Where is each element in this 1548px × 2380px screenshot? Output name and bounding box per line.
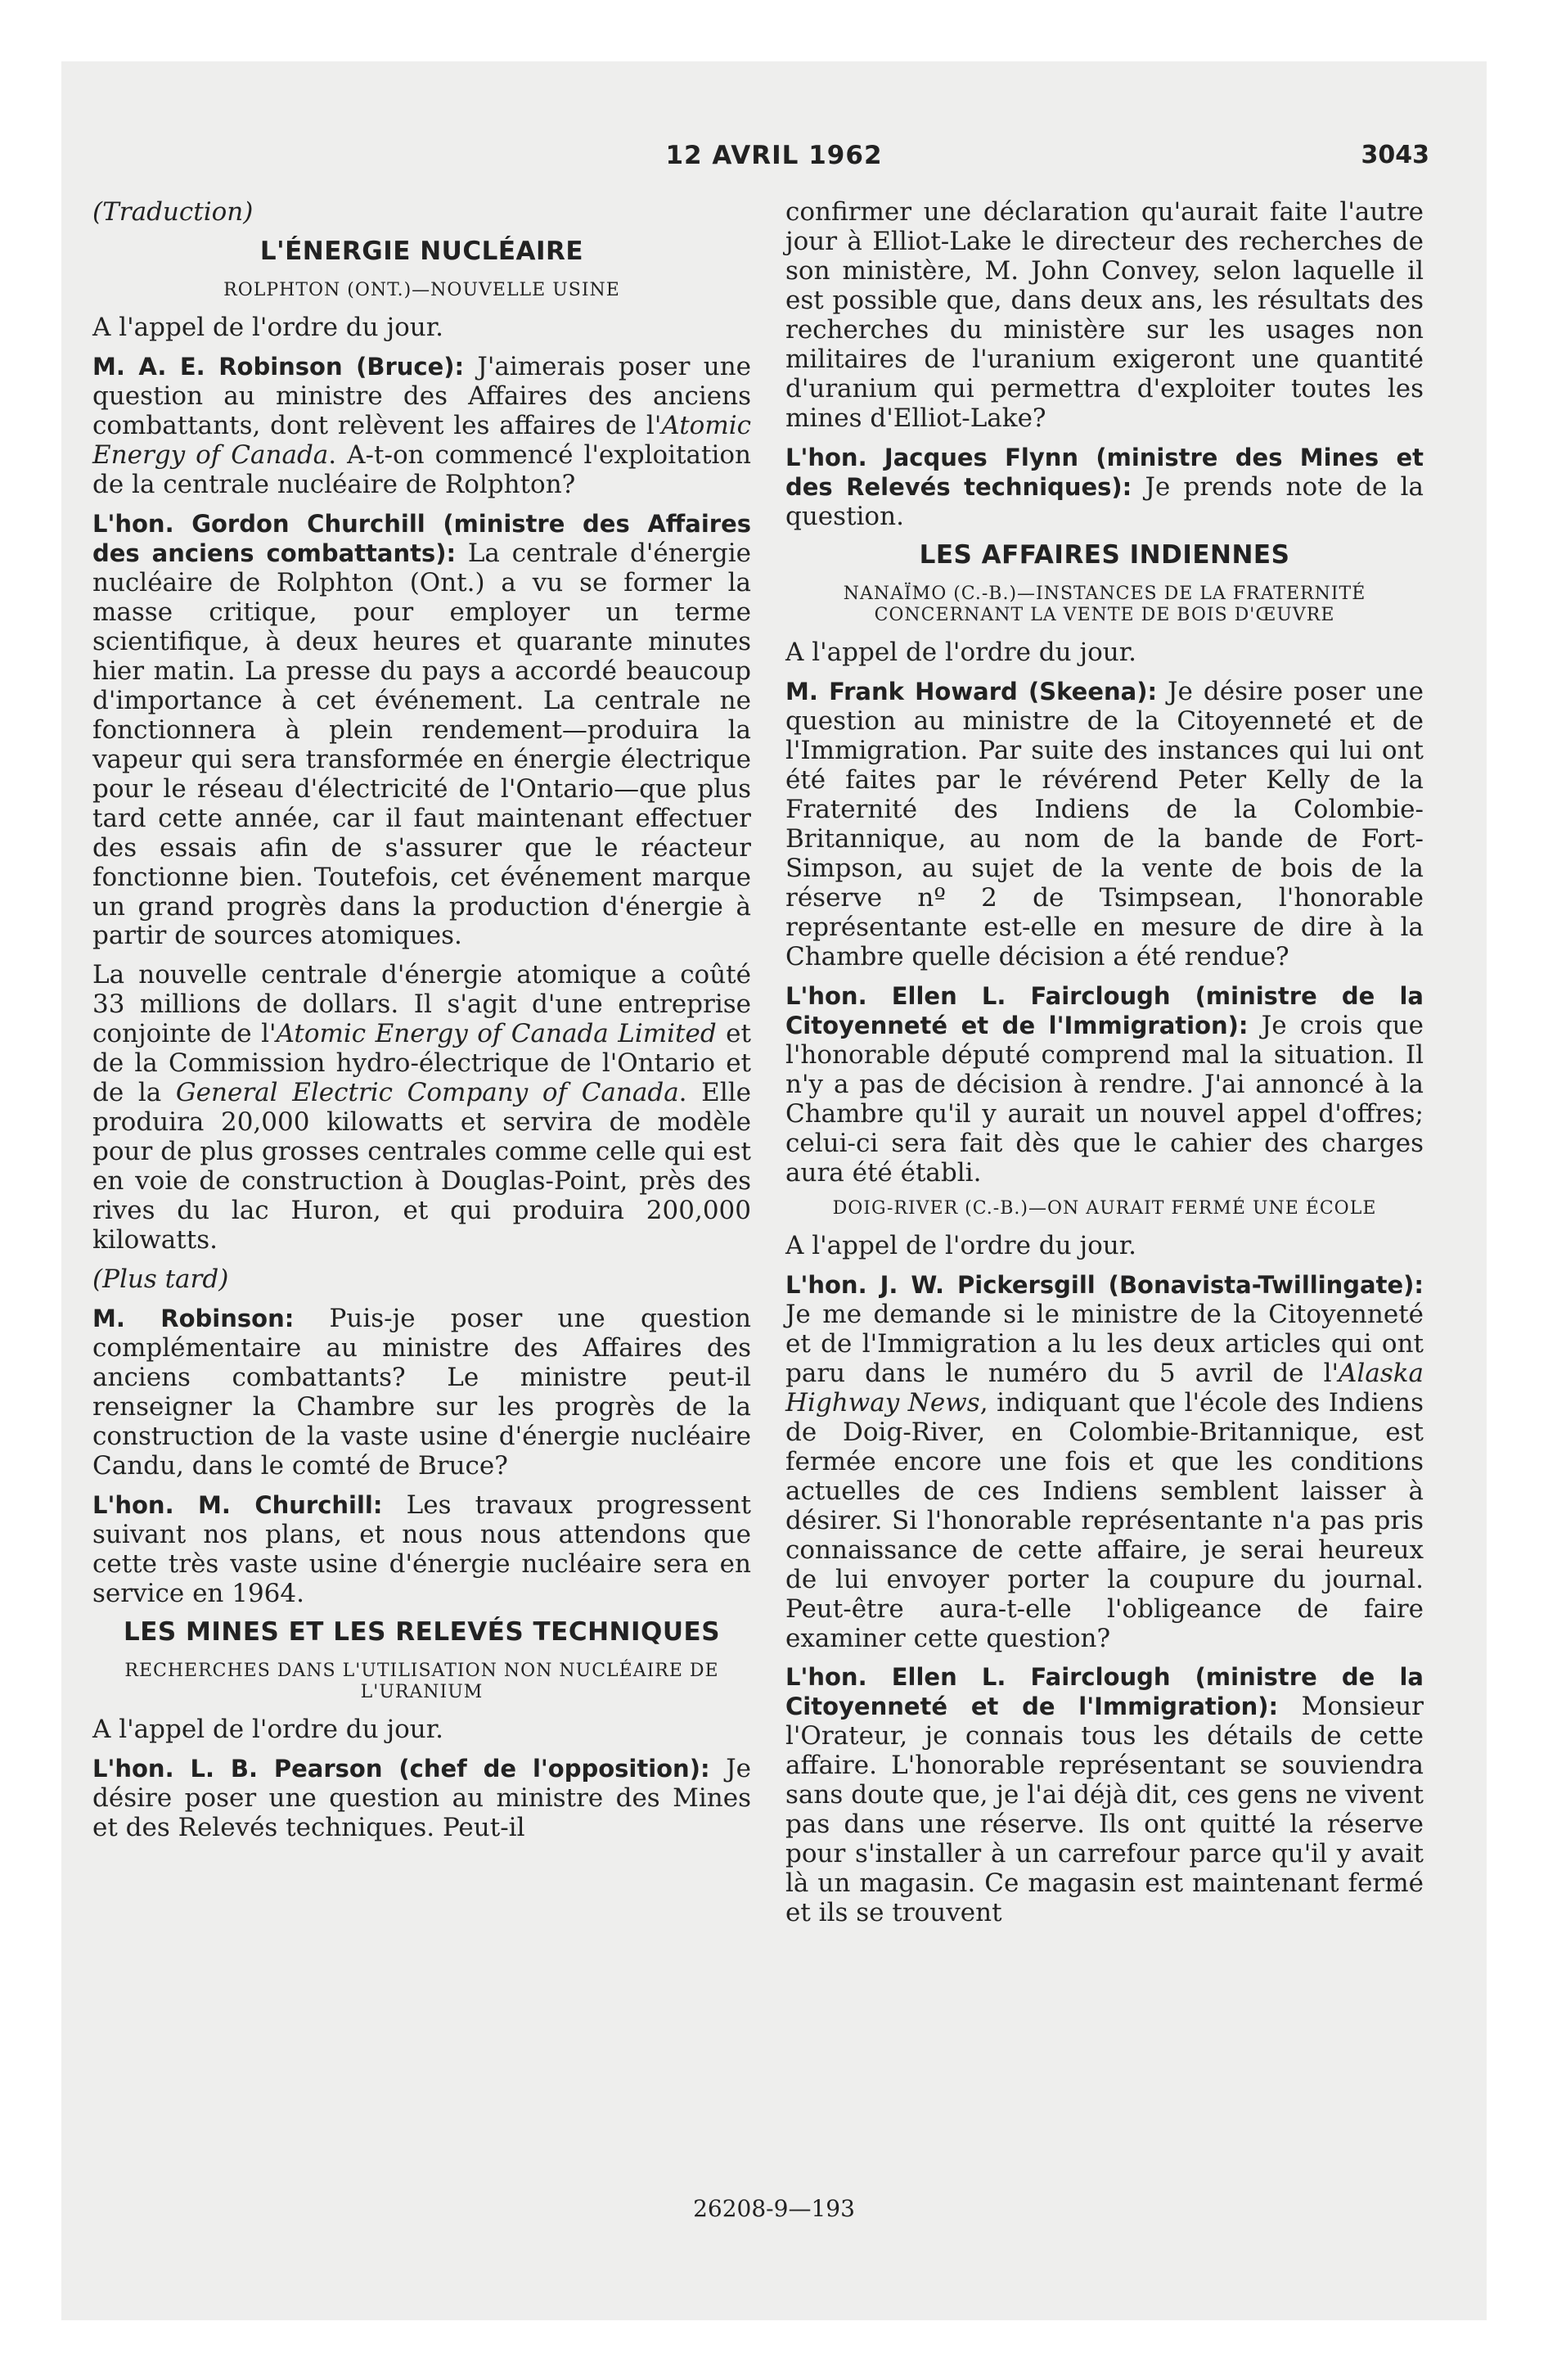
order-call: A l'appel de l'ordre du jour. [92,1715,443,1745]
section-title-indiennes: LES AFFAIRES INDIENNES [919,540,1290,570]
speaker: M. A. E. Robinson (Bruce): [92,353,465,381]
paragraph-fairclough-2: L'hon. Ellen L. Fairclough (ministre de la Citoyenneté et de l'Immigration): Monsieur l'Orateur, je connais tous les détails de cette affaire. L'honorable représentant se souviendra sans doute que, je l'ai déjà dit, ces gens ne vivent pas dans une réserve. Ils ont quitté la réserve pour s'installer à un carrefour parce qu'il y avait là un magasin. Ce magasin est maintenant fermé et ils se trouvent [785,1663,1424,1928]
left-column [92,198,751,1853]
paragraph-howard: M. Frank Howard (Skeena): Je désire poser une question au ministre de la Citoyenneté et de l'Immigration. Par suite des instances qui lui ont été faites par le révérend Peter Kelly de la Fraternité des Indiens de la Colombie-Britannique, au nom de la bande de Fort-Simpson, au sujet de la vente de bois de la réserve nº 2 de Tsimpsean, l'honorable représentante est-elle en mesure de dire à la Chambre quelle décision a été rendue? [785,677,1424,971]
footer-signature: 26208-9—193 [693,2195,855,2222]
header-date: 12 AVRIL 1962 [665,141,883,170]
right-column [785,198,1424,1938]
paragraph-churchill-1: L'hon. Gordon Churchill (ministre des Affaires des anciens combattants): La centrale d'énergie nucléaire de Rolphton (Ont.) a vu se former la masse critique, pour employer un terme scientifique, à deux heures et quarante minutes hier matin. La presse du pays a accordé beaucoup d'importance à cet événement. La centrale ne fonctionnera à plein rendement—produira la vapeur qui sera transformée en énergie électrique pour le réseau d'électricité de l'Ontario—que plus tard cette année, car il faut maintenant effectuer des essais afin de s'assurer que le réacteur fonctionne bien. Toutefois, cet événement marque un grand progrès dans la production d'énergie à partir de sources atomiques. [92,510,751,951]
subsection-nanaimo: NANAÏMO (C.-B.)—INSTANCES DE LA FRATERNITÉ CONCERNANT LA VENTE DE BOIS D'ŒUVRE [843,584,1366,625]
page-header [61,141,1487,182]
speaker: L'hon. Gordon Churchill (ministre des Affaires des anciens combattants): [92,510,751,568]
paragraph-robinson-1: M. A. E. Robinson (Bruce): J'aimerais poser une question au ministre des Affaires des anciens combattants, dont relèvent les affaires de l'Atomic Energy of Canada. A-t-on commencé l'exploitation de la centrale nucléaire de Rolphton? [92,352,752,500]
speaker: M. Frank Howard (Skeena): [785,678,1158,706]
section-title-energie: L'ÉNERGIE NUCLÉAIRE [259,236,584,266]
plus-tard-note: (Plus tard) [92,1264,229,1294]
paragraph-pearson-cont: confirmer une déclaration qu'aurait faite l'autre jour à Elliot-Lake le directeur des recherches de son ministère, M. John Convey, selon laquelle il est possible que, dans deux ans, les résultats des recherches du ministère sur les usages non militaires de l'uranium exigeront une quantité d'uranium qui permettra d'exploiter toutes les mines d'Elliot-Lake? [785,197,1424,433]
speaker: L'hon. J. W. Pickersgill (Bonavista-Twillingate): [785,1271,1424,1300]
speaker: L'hon. M. Churchill: [92,1490,383,1519]
paragraph-churchill-2: La nouvelle centrale d'énergie atomique a coûté 33 millions de dollars. Il s'agit d'une entreprise conjointe de l'Atomic Energy of Canada Limited et de la Commission hydro-électrique de l'Ontario et de la General Electric Company of Canada. Elle produira 20,000 kilowatts et servira de modèle pour de plus grosses centrales comme celle qui est en voie de construction à Douglas-Point, près des rives du lac Huron, et qui produira 200,000 kilowatts. [92,960,751,1255]
speaker: L'hon. Ellen L. Fairclough (ministre de la Citoyenneté et de l'Immigration): [785,981,1424,1039]
traduction-note: (Traduction) [92,197,254,227]
paragraph-flynn: L'hon. Jacques Flynn (ministre des Mines et des Relevés techniques): Je prends note de la question. [785,443,1424,531]
paragraph-churchill-3: L'hon. M. Churchill: Les travaux progressent suivant nos plans, et nous nous attendons que cette très vaste usine d'énergie nucléaire sera en service en 1964. [92,1490,751,1608]
order-call: A l'appel de l'ordre du jour. [785,1231,1136,1261]
order-call: A l'appel de l'ordre du jour. [92,313,443,343]
section-title-mines: LES MINES ET LES RELEVÉS TECHNIQUES [123,1617,721,1648]
subsection-recherches: RECHERCHES DANS L'UTILISATION NON NUCLÉAIRE DE L'URANIUM [124,1661,719,1702]
order-call: A l'appel de l'ordre du jour. [785,638,1136,668]
speaker: L'hon. Ellen L. Fairclough (ministre de la Citoyenneté et de l'Immigration): [785,1663,1424,1721]
paragraph-pearson: L'hon. L. B. Pearson (chef de l'opposition): Je désire poser une question au ministre des Mines et des Relevés techniques. Peut-il [92,1754,751,1843]
page-number: 3043 [1361,141,1429,169]
paragraph-robinson-2: M. Robinson: Puis-je poser une question complémentaire au ministre des Affaires des anciens combattants? Le ministre peut-il renseigner la Chambre sur les progrès de la construction de la vaste usine d'énergie nucléaire Candu, dans le comté de Bruce? [92,1303,752,1481]
speaker: M. Robinson: [92,1304,295,1332]
paragraph-pickersgill: L'hon. J. W. Pickersgill (Bonavista-Twillingate): Je me demande si le ministre de la Citoyenneté et de l'Immigration a lu les deux articles qui ont paru dans le numéro du 5 avril de l'Alaska Highway News, indiquant que l'école des Indiens de Doig-River, en Colombie-Britannique, est fermée encore une fois et que les conditions actuelles de ces Indiens semblent laisser à désirer. Si l'honorable représentante n'a pas pris connaissance de cette affaire, je serai heureux de lui envoyer porter la coupure du journal. Peut-être aura-t-elle l'obligeance de faire examiner cette question? [785,1271,1424,1653]
subsection-rolphton: ROLPHTON (ONT.)—NOUVELLE USINE [223,279,620,300]
subsection-doig: DOIG-RIVER (C.-B.)—ON AURAIT FERMÉ UNE ÉCOLE [832,1197,1377,1219]
paragraph-fairclough-1: L'hon. Ellen L. Fairclough (ministre de la Citoyenneté et de l'Immigration): Je crois que l'honorable député comprend mal la situation. Il n'y a pas de décision à rendre. J'ai annoncé à la Chambre qu'il y aurait un nouvel appel d'offres; celui-ci sera fait dès que le cahier des charges aura été établi. [785,981,1424,1188]
speaker: L'hon. L. B. Pearson (chef de l'opposition): [92,1755,710,1783]
speaker: L'hon. Jacques Flynn (ministre des Mines et des Relevés techniques): [785,443,1424,501]
